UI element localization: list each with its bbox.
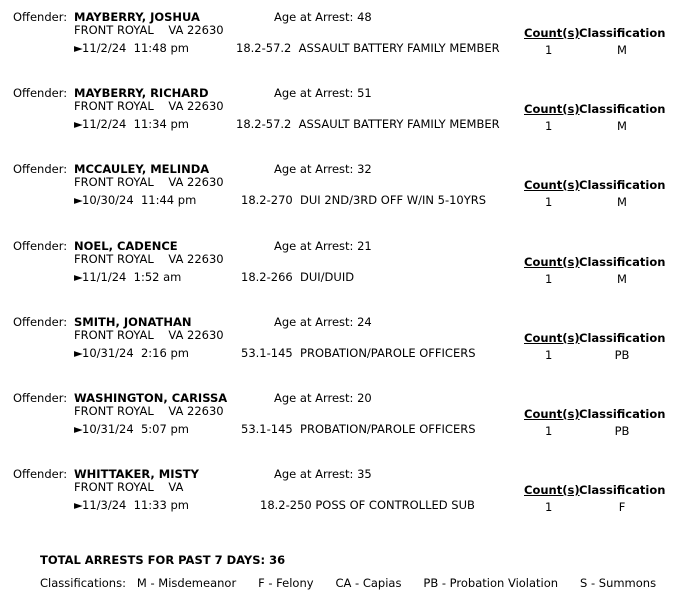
offender-name: MAYBERRY, JOSHUA	[74, 10, 200, 24]
classification-header: Classification	[579, 255, 666, 269]
offender-name: NOEL, CADENCE	[74, 239, 178, 253]
count-header: Count(s)	[524, 102, 580, 116]
offender-record	[0, 391, 682, 451]
offender-label: Offender:	[13, 391, 68, 405]
triangle-marker-icon: ►	[74, 422, 83, 436]
arrest-datetime	[74, 422, 189, 436]
age-value: 35	[357, 467, 372, 481]
classification-header: Classification	[579, 331, 666, 345]
count-value: 1	[545, 500, 553, 514]
age-at-arrest	[274, 162, 372, 176]
offender-name: MAYBERRY, RICHARD	[74, 86, 209, 100]
classification-header: Classification	[579, 26, 666, 40]
classification-value: M	[617, 272, 627, 286]
offender-record	[0, 162, 682, 222]
offender-record	[0, 467, 682, 527]
count-value: 1	[545, 119, 553, 133]
offender-label: Offender:	[13, 162, 68, 176]
offender-record	[0, 239, 682, 299]
arrest-datetime	[74, 193, 196, 207]
age-value: 51	[357, 86, 372, 100]
offender-label: Offender:	[13, 467, 68, 481]
arrest-datetime	[74, 346, 189, 360]
age-label: Age at Arrest:	[274, 391, 354, 405]
offender-label: Offender:	[13, 315, 68, 329]
offender-label: Offender:	[13, 10, 68, 24]
offender-record	[0, 86, 682, 146]
age-value: 20	[357, 391, 372, 405]
count-value: 1	[545, 43, 553, 57]
offender-address: FRONT ROYAL VA 22630	[74, 99, 224, 113]
offender-record	[0, 315, 682, 375]
age-label: Age at Arrest:	[274, 315, 354, 329]
arrest-datetime	[74, 41, 189, 55]
classification-value: PB	[614, 348, 630, 362]
charge: 18.2-270 DUI 2ND/3RD OFF W/IN 5-10YRS	[241, 193, 487, 207]
arrest-date: 11/1/24	[82, 270, 127, 284]
age-at-arrest	[274, 467, 372, 481]
count-value: 1	[545, 272, 553, 286]
triangle-marker-icon: ►	[74, 346, 83, 360]
count-header: Count(s)	[524, 331, 580, 345]
arrest-date: 11/2/24	[82, 117, 127, 131]
arrest-time: 11:33 pm	[133, 498, 189, 512]
count-header: Count(s)	[524, 178, 580, 192]
arrest-date: 11/2/24	[82, 41, 127, 55]
arrest-time: 11:44 pm	[140, 193, 197, 207]
charge: 18.2-57.2 ASSAULT BATTERY FAMILY MEMBER	[236, 117, 500, 131]
offender-address: FRONT ROYAL VA 22630	[74, 23, 224, 37]
classification-value: PB	[614, 424, 630, 438]
offender-name: WASHINGTON, CARISSA	[74, 391, 228, 405]
age-label: Age at Arrest:	[274, 467, 354, 481]
classification-header: Classification	[579, 102, 666, 116]
triangle-marker-icon: ►	[74, 498, 83, 512]
classification-header: Classification	[579, 483, 666, 497]
charge: 53.1-145 PROBATION/PAROLE OFFICERS	[241, 346, 476, 360]
arrest-datetime	[74, 117, 189, 131]
offender-address: FRONT ROYAL VA 22630	[74, 328, 224, 342]
count-header: Count(s)	[524, 407, 580, 421]
age-at-arrest	[274, 10, 372, 24]
classification-header: Classification	[579, 407, 666, 421]
triangle-marker-icon: ►	[74, 193, 83, 207]
count-value: 1	[545, 348, 553, 362]
age-value: 21	[357, 239, 372, 253]
age-at-arrest	[274, 86, 372, 100]
classification-value: M	[617, 195, 627, 209]
arrest-date: 11/3/24	[82, 498, 127, 512]
charge: 53.1-145 PROBATION/PAROLE OFFICERS	[241, 422, 476, 436]
offender-label: Offender:	[13, 86, 68, 100]
offender-address: FRONT ROYAL VA	[74, 480, 184, 494]
offender-label: Offender:	[13, 239, 68, 253]
offender-name: MCCAULEY, MELINDA	[74, 162, 210, 176]
triangle-marker-icon: ►	[74, 41, 83, 55]
charge: 18.2-250 POSS OF CONTROLLED SUB	[260, 498, 475, 512]
age-value: 48	[357, 10, 372, 24]
triangle-marker-icon: ►	[74, 117, 83, 131]
classifications-legend: Classifications: M - Misdemeanor F - Felony CA - Capias PB - Probation Violation S - Summons	[40, 576, 657, 590]
offender-address: FRONT ROYAL VA 22630	[74, 404, 224, 418]
classification-value: M	[617, 119, 627, 133]
arrest-datetime	[74, 498, 189, 512]
arrest-datetime	[74, 270, 181, 284]
classification-value: M	[617, 43, 627, 57]
offender-name: WHITTAKER, MISTY	[74, 467, 199, 481]
charge: 18.2-57.2 ASSAULT BATTERY FAMILY MEMBER	[236, 41, 500, 55]
arrest-time: 5:07 pm	[140, 422, 189, 436]
age-label: Age at Arrest:	[274, 86, 354, 100]
offender-name: SMITH, JONATHAN	[74, 315, 192, 329]
age-label: Age at Arrest:	[274, 162, 354, 176]
classification-header: Classification	[579, 178, 666, 192]
total-arrests: TOTAL ARRESTS FOR PAST 7 DAYS: 36	[40, 553, 286, 567]
count-header: Count(s)	[524, 26, 580, 40]
count-header: Count(s)	[524, 483, 580, 497]
count-header: Count(s)	[524, 255, 580, 269]
offender-address: FRONT ROYAL VA 22630	[74, 175, 224, 189]
age-at-arrest	[274, 315, 372, 329]
arrest-date: 10/31/24	[82, 346, 134, 360]
age-label: Age at Arrest:	[274, 10, 354, 24]
triangle-marker-icon: ►	[74, 270, 83, 284]
arrest-time: 11:48 pm	[133, 41, 189, 55]
arrest-date: 10/31/24	[82, 422, 134, 436]
arrest-time: 1:52 am	[133, 270, 182, 284]
count-value: 1	[545, 424, 553, 438]
arrest-time: 2:16 pm	[140, 346, 189, 360]
charge: 18.2-266 DUI/DUID	[241, 270, 355, 284]
classification-value: F	[618, 500, 626, 514]
count-value: 1	[545, 195, 553, 209]
age-label: Age at Arrest:	[274, 239, 354, 253]
arrest-time: 11:34 pm	[133, 117, 189, 131]
offender-record	[0, 10, 682, 70]
arrest-date: 10/30/24	[82, 193, 134, 207]
age-value: 32	[357, 162, 372, 176]
age-at-arrest	[274, 239, 372, 253]
age-at-arrest	[274, 391, 372, 405]
age-value: 24	[357, 315, 372, 329]
offender-address: FRONT ROYAL VA 22630	[74, 252, 224, 266]
